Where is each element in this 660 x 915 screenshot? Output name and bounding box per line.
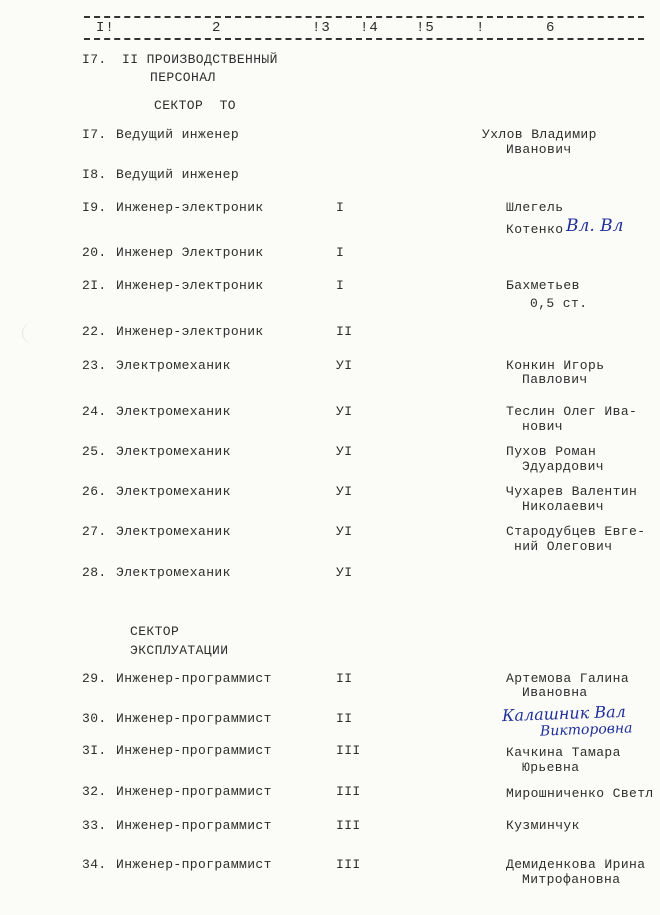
row-category: I — [336, 200, 345, 215]
sector-to-heading: СЕКТОР ТО — [154, 98, 237, 113]
handwritten-employee-name: Калашник Вал — [501, 701, 627, 726]
row-number: 24. — [82, 404, 107, 419]
row-employee-name: Стародубцев Евге- — [506, 524, 646, 539]
row-employee-name: Кузминчук — [506, 818, 580, 833]
row-category: УI — [336, 358, 353, 373]
sector-exp-heading-line2: ЭКСПЛУАТАЦИИ — [130, 643, 229, 658]
row-position: Ведущий инженер — [116, 167, 240, 182]
header-col-4: !4 — [360, 20, 379, 36]
row-employee-name-cont: Ивановна — [522, 685, 588, 700]
row-employee-name-cont: Павлович — [522, 372, 588, 387]
row-category: I — [336, 278, 345, 293]
row-number: 26. — [82, 484, 107, 499]
handwritten-initials: Вл. Вл — [566, 216, 624, 236]
row-employee-name: Бахметьев — [506, 278, 580, 293]
row-number: 2I. — [82, 278, 107, 293]
row-employee-name: Шлегель — [506, 200, 564, 215]
row-position: Электромеханик — [116, 444, 231, 459]
row-category: III — [336, 818, 361, 833]
row-employee-name: Теслин Олег Ива- — [506, 404, 638, 419]
header-top-rule — [84, 16, 644, 18]
row-position: Инженер-электроник — [116, 200, 264, 215]
row-employee-name-cont: Юрьевна — [522, 760, 580, 775]
row-employee-name-cont: Котенко — [506, 222, 564, 237]
row-employee-name: Артемова Галина — [506, 671, 630, 686]
row-position: Электромеханик — [116, 404, 231, 419]
row-employee-name-cont: Эдуардович — [522, 459, 605, 474]
header-col-7: 6 — [546, 20, 556, 36]
row-category: III — [336, 857, 361, 872]
row-employee-name-cont: Иванович — [506, 142, 572, 157]
row-number: 34. — [82, 857, 107, 872]
row-position: Электромеханик — [116, 524, 231, 539]
row-employee-name-cont: Митрофановна — [522, 872, 621, 887]
punch-hole-mark — [22, 322, 45, 344]
section-title-line2: ПЕРСОНАЛ — [150, 70, 216, 85]
row-number: I7. — [82, 127, 107, 142]
row-number: I9. — [82, 200, 107, 215]
row-position: Электромеханик — [116, 565, 231, 580]
row-number: 32. — [82, 784, 107, 799]
row-number: 22. — [82, 324, 107, 339]
row-employee-name: Качкина Тамара — [506, 745, 621, 760]
row-employee-name-cont: нович — [522, 419, 564, 434]
row-number: 23. — [82, 358, 107, 373]
row-category: УI — [336, 404, 353, 419]
section-title-line1: II ПРОИЗВОДСТВЕННЫЙ — [122, 52, 278, 67]
row-position: Инженер Электроник — [116, 245, 264, 260]
row-employee-name-cont: ний Олегович — [514, 539, 613, 554]
header-col-1: I! — [96, 20, 115, 36]
row-position: Электромеханик — [116, 484, 231, 499]
row-category: III — [336, 743, 361, 758]
row-number: 33. — [82, 818, 107, 833]
row-employee-name: Пухов Роман — [506, 444, 597, 459]
row-position: Инженер-программист — [116, 743, 272, 758]
row-number: 20. — [82, 245, 107, 260]
row-number: 30. — [82, 711, 107, 726]
row-number: 27. — [82, 524, 107, 539]
row-category: II — [336, 324, 353, 339]
header-col-3: !3 — [312, 20, 331, 36]
row-category: УI — [336, 565, 353, 580]
header-col-2: 2 — [212, 20, 222, 36]
row-rate: 0,5 ст. — [530, 296, 588, 311]
row-employee-name: Чухарев Валентин — [506, 484, 638, 499]
header-bottom-rule — [84, 38, 644, 40]
row-category: I — [336, 245, 345, 260]
row-category: УI — [336, 524, 353, 539]
row-employee-name: Конкин Игорь — [506, 358, 605, 373]
row-number: 29. — [82, 671, 107, 686]
header-col-6: ! — [476, 20, 486, 36]
handwritten-employee-patronymic: Викторовна — [539, 720, 633, 740]
row-employee-name-cont: Николаевич — [522, 499, 605, 514]
header-col-5: !5 — [416, 20, 435, 36]
row-category: III — [336, 784, 361, 799]
row-category: II — [336, 671, 353, 686]
row-position: Инженер-программист — [116, 818, 272, 833]
row-category: II — [336, 711, 353, 726]
row-position: Инженер-программист — [116, 784, 272, 799]
row-category: УI — [336, 484, 353, 499]
sector-exp-heading-line1: СЕКТОР — [130, 624, 180, 639]
row-employee-name: Мирошниченко Светл — [506, 786, 654, 801]
row-employee-name: Демиденкова Ирина — [506, 857, 646, 872]
row-category: УI — [336, 444, 353, 459]
row-position: Инженер-программист — [116, 671, 272, 686]
row-position: Инженер-программист — [116, 711, 272, 726]
row-number: 3I. — [82, 743, 107, 758]
row-number: 25. — [82, 444, 107, 459]
row-number: 28. — [82, 565, 107, 580]
row-position: Инженер-электроник — [116, 324, 264, 339]
row-position: Инженер-электроник — [116, 278, 264, 293]
row-position: Электромеханик — [116, 358, 231, 373]
row-position: Инженер-программист — [116, 857, 272, 872]
row-employee-name: Ухлов Владимир — [482, 127, 597, 142]
row-position: Ведущий инженер — [116, 127, 240, 142]
section-number: I7. — [82, 52, 107, 67]
row-number: I8. — [82, 167, 107, 182]
